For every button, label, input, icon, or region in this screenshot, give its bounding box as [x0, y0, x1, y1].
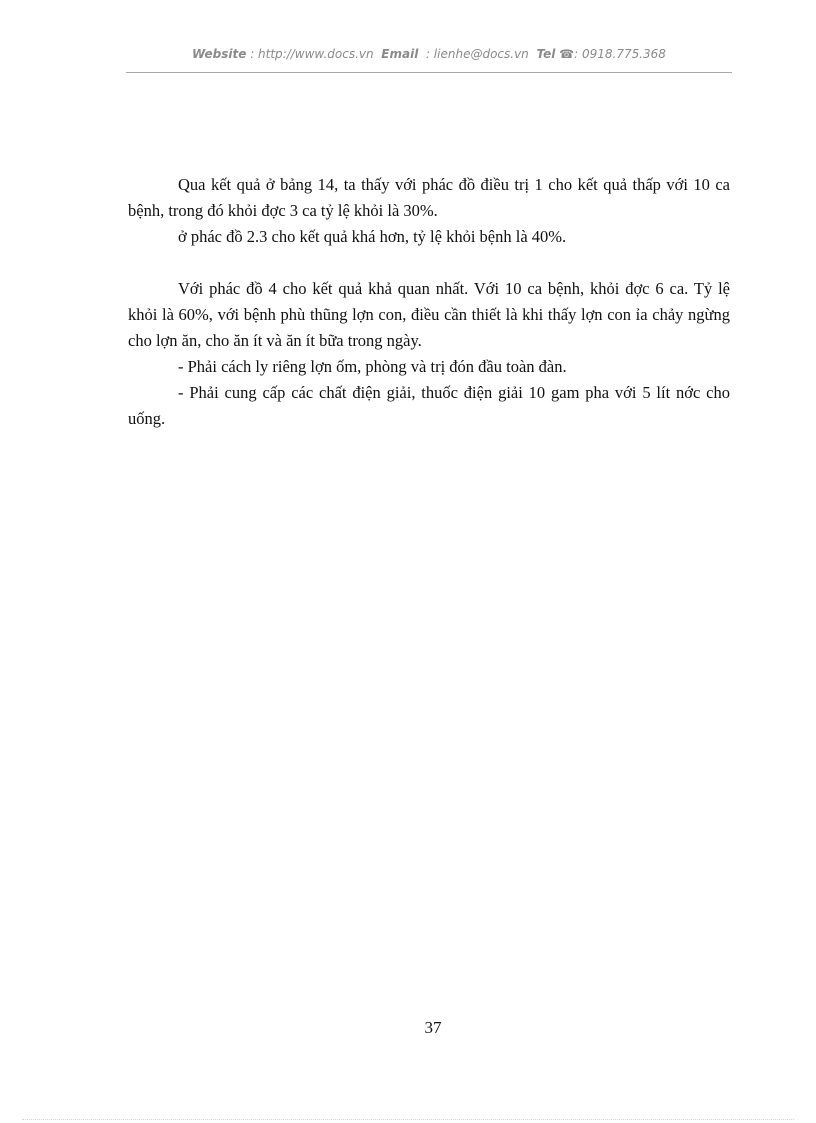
bullet-isolation: - Phải cách ly riêng lợn ốm, phòng và trị đón đầu toàn đàn.	[178, 357, 567, 376]
tel-value: : 0918.775.368	[574, 47, 666, 61]
tel-label: Tel	[536, 47, 556, 61]
website-value: : http://www.docs.vn	[250, 47, 374, 61]
page-header	[126, 47, 732, 61]
page-bottom-border	[22, 1119, 794, 1120]
paragraph-2: ở phác đồ 2.3 cho kết quả khá hơn, tỷ lệ khỏi bệnh là 40%.	[178, 227, 567, 246]
email-value: : lienhe@docs.vn	[425, 47, 529, 61]
paragraph-3: Với phác đồ 4 cho kết quả khả quan nhất. Với 10 ca bệnh, khỏi đợc 6 ca. Tỷ lệ khỏi là 60%, với bệnh phù thũng lợn con, điều cần thiết là khi thấy lợn con ỉa chảy ngừng cho lợn ăn, cho ăn ít và ăn ít bữa trong ngày.	[128, 279, 730, 350]
header-divider	[126, 72, 732, 73]
website-label: Website	[192, 47, 247, 61]
paragraph-1: Qua kết quả ở bảng 14, ta thấy với phác đồ điều trị 1 cho kết quả thấp với 10 ca bệnh, trong đó khỏi đợc 3 ca tỷ lệ khỏi là 30%.	[128, 175, 730, 220]
page-number: 37	[424, 1018, 442, 1037]
email-label: Email	[381, 47, 419, 61]
bullet-electrolytes: - Phải cung cấp các chất điện giải, thuốc điện giải 10 gam pha với 5 lít nớc cho uống.	[128, 383, 730, 428]
document-body	[128, 172, 730, 432]
phone-icon: ☎	[559, 47, 575, 61]
